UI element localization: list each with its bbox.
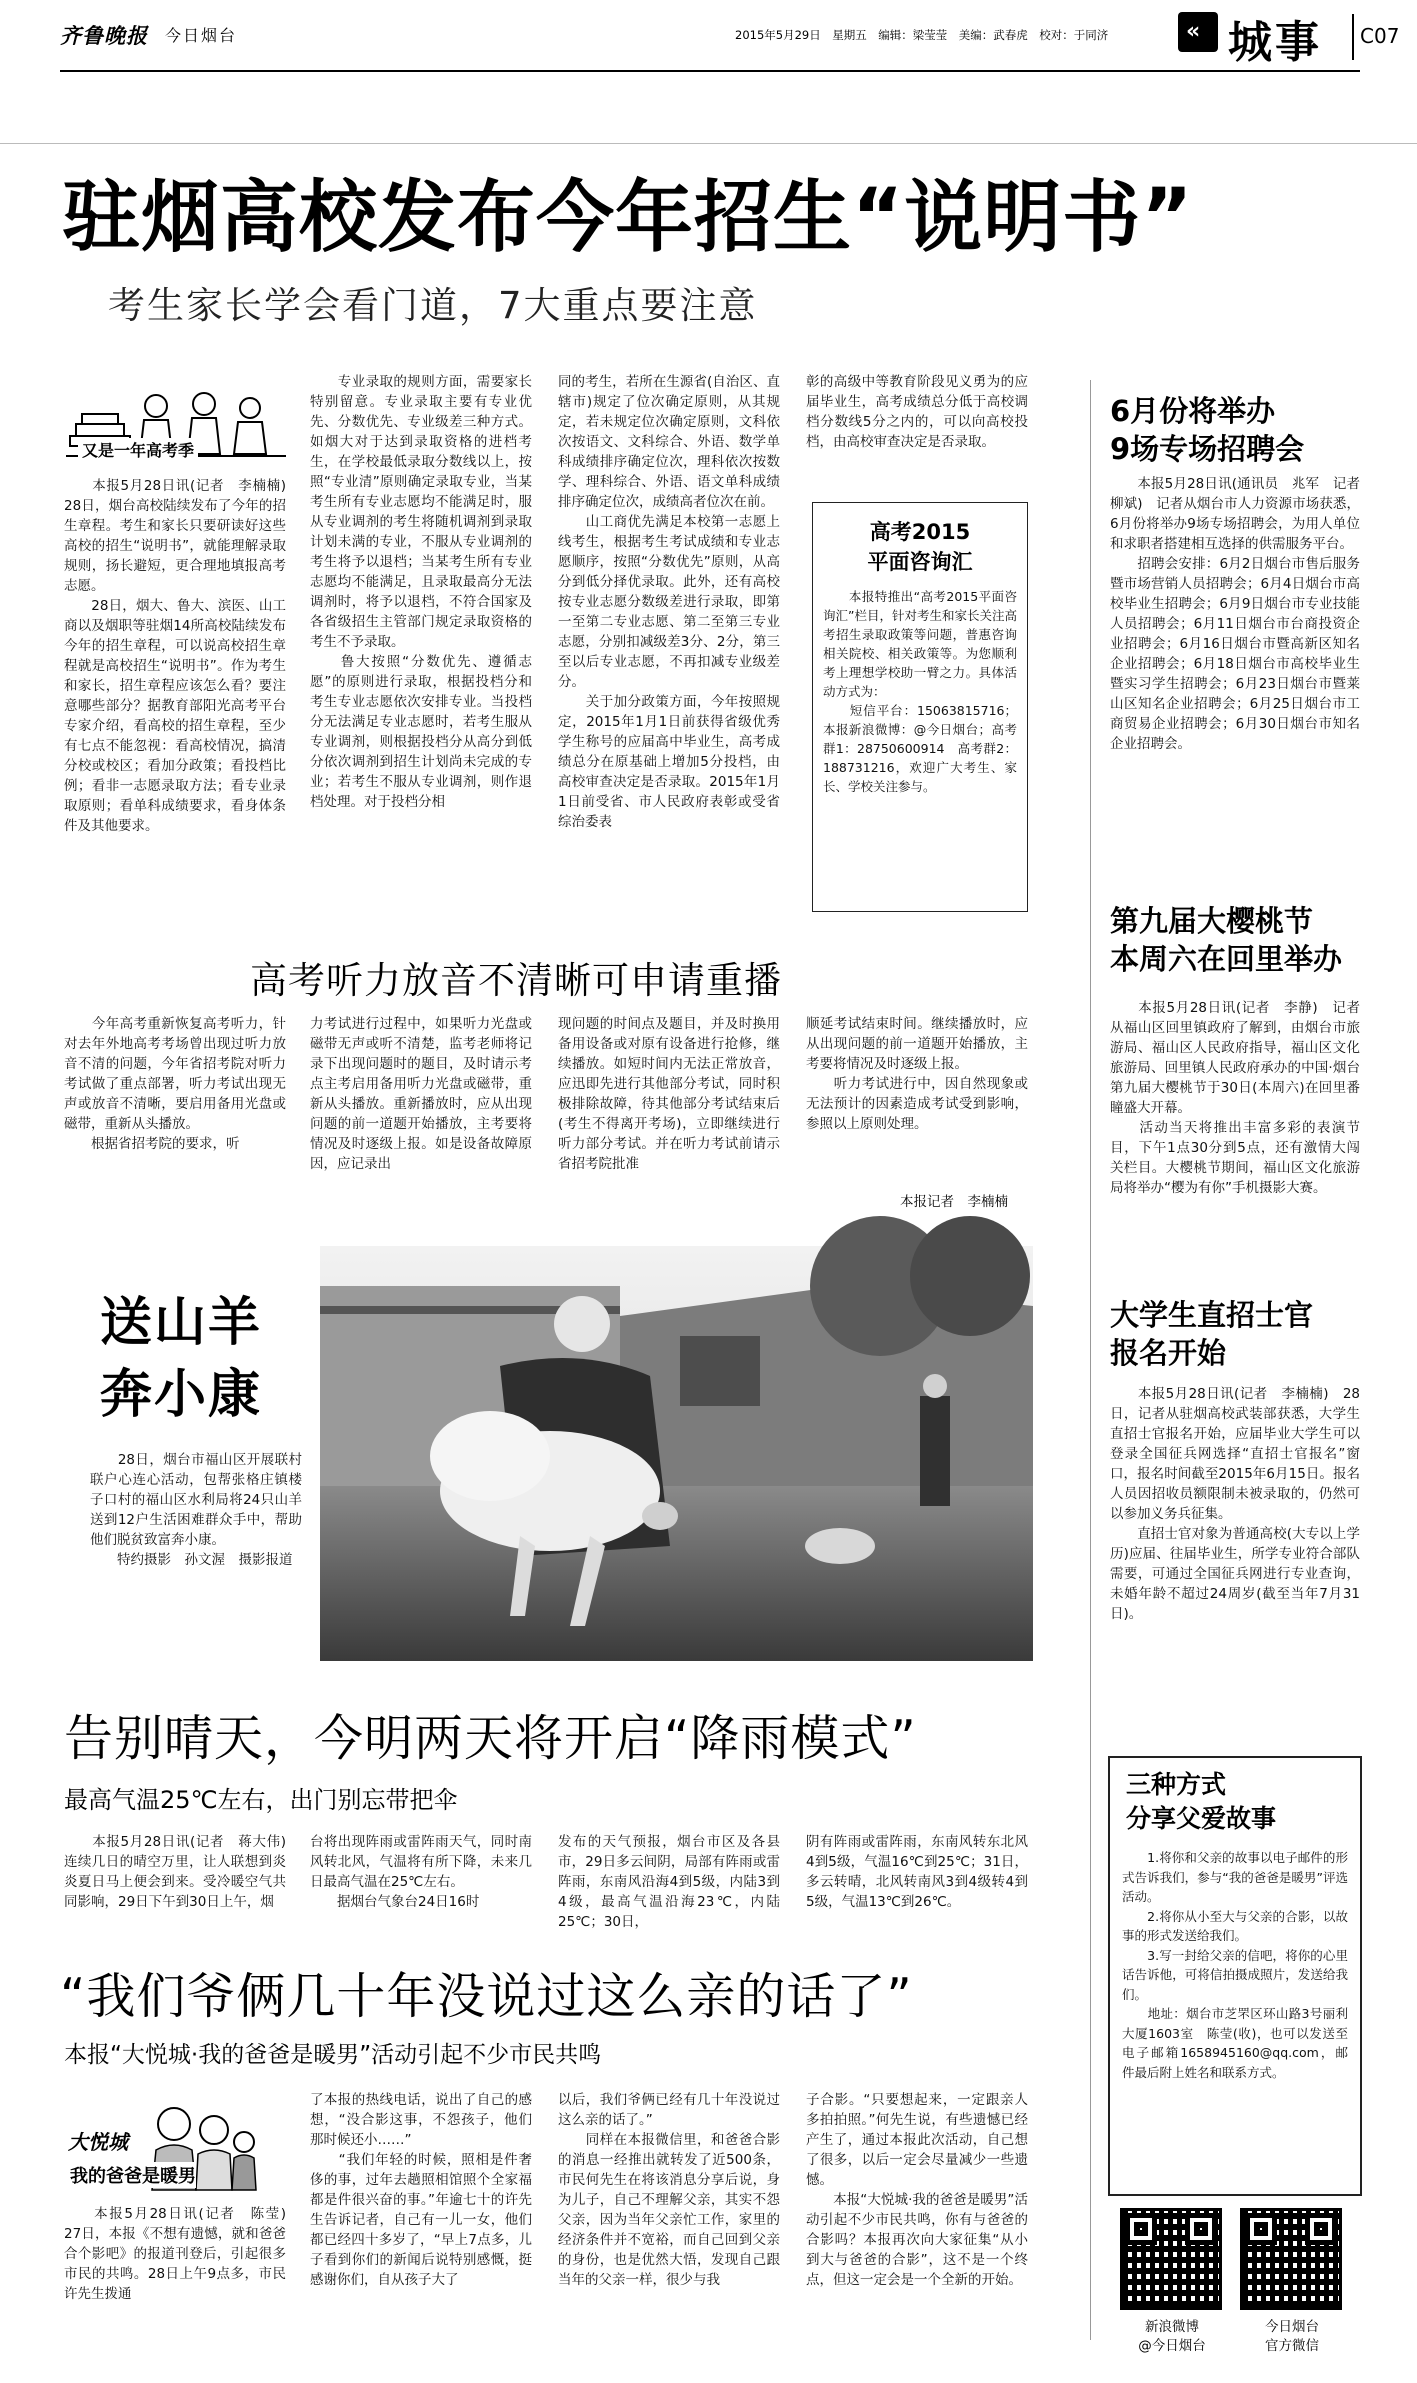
cherry-body: 本报5月28日讯(记者 李静) 记者从福山区回里镇政府了解到，由烟台市旅游局、福山区人民政府指导，福山区文化旅游局、回里镇人民政府承办的中国·烟台第九届大樱桃节于30日(本周六)在回里番瞳盛大开幕。 活动当天将推出丰富多彩的表演节目，下午1点30分到5点，还有激情大闯关栏目。大樱桃节期间，福山区文化旅游局将举办“樱为有你”手机摄影大赛。 [1110,1000,1360,1196]
weibo-qr-caption: 新浪微博 @今日烟台 [1138,2319,1206,2354]
listening-column-2: 力考试进行过程中，如果听力光盘或磁带无声或听不清楚，监考老师将记录下出现问题时的题目，及时请示考点主考启用备用听力光盘或磁带，重新从头播放。重新播放时，应从出现问题的前一道题开始播放，主考要将情况及时逐级上报。如是设备故障原因，应记录出 [310,1016,532,1172]
inset-title: 高考2015 平面咨询汇 [867,520,973,574]
logo-caption: 我的爸爸是暖男 [70,2162,196,2188]
army-body: 本报5月28日讯(记者 李楠楠) 28日，记者从驻烟高校武装部获悉，大学生直招士官报名开始，应届毕业大学生可以登录全国征兵网选择“直招士官报名”窗口，报名时间截至2015年6月15日。报名人员因招收员额限制未被录取的，仍然可以参加义务兵征集。 直招士官对象为普通高校(大专以上学历)应届、往届毕业生，所学专业符合部队需要，可通过全国征兵网进行专业查询，未婚年龄不超过24周岁(截至当年7月31日)。 [1110,1386,1360,1622]
weather-column-1: 本报5月28日讯(记者 蒋大伟) 连续几日的晴空万里，让人联想到炎炎夏日马上便会到来。受冷暖空气共同影响，29日下午到30日上午，烟 [64,1834,300,1910]
lead-column-2: 专业录取的规则方面，需要家长特别留意。专业录取主要有专业优先、分数优先、专业级差三种方式。如烟大对于达到录取资格的进档考生，在学校最低录取分数线以上，按照“专业清”原则确定录取专业，当某考生所有专业志愿均不能满足时，服从专业调剂的考生将随机调剂到录取计划未满的专业，不服从专业调剂的考生将予以退档；当某考生所有专业志愿均不能满足，且录取最高分无法调剂时，将予以退档，不符合国家及各省级招生主管部门规定录取资格的考生不予录取。 鲁大按照“分数优先、遵循志愿”的原则进行录取，根据投档分和考生专业志愿依次安排专业。当投档分无法满足专业志愿时，若考生服从专业调剂，则根据投档分从高分到低分依次调剂到招生计划尚未完成的专业；若考生不服从专业调剂，则作退档处理。对于投档分相 [310,374,532,810]
section-title: 城事 [1228,17,1322,68]
weather-column-4: 阴有阵雨或雷阵雨，东南风转东北风4到5级，气温16℃到25℃；31日，多云转晴，北风转南风3到4级转4到5级，气温13℃到26℃。 [806,1834,1028,1910]
father-headline: “我们爷俩几十年没说过这么亲的话了” [60,1968,913,2025]
story-box-body: 1.将你和父亲的故事以电子邮件的形式告诉我们，参与“我的爸爸是暖男”评选活动。 2.将你从小至大与父亲的合影，以故事的形式发送给我们。 3.写一封给父亲的信吧，将你的心里话告诉他，可将信拍摄成照片，发送给我们。 地址：烟台市芝罘区环山路3号丽利大厦1603室 陈莹(收)，也可以发送至电子邮箱1658945160@qq.com，邮件最后附上姓名和联系方式。 [1122,1850,1348,2080]
masthead-rule-thin [0,143,1417,144]
section-badge [1178,12,1218,52]
photo-headline-line-1: 送山羊 [100,1293,263,1353]
listening-column-3: 现问题的时间点及题目，并及时换用备用设备或对原有设备进行抢修，继续播放。如短时间内无法正常放音，应迅即先进行其他部分考试，同时积极排除故障，待其他部分考试结束后(考生不得离开考场)，立即继续进行听力部分考试。并在听力考试前请示省招考院批准 [558,1016,780,1172]
father-column-2: 了本报的热线电话，说出了自己的感想，“没合影这事，不怨孩子，他们那时候还小……” “我们年轻的时候，照相是件奢侈的事，过年去趟照相馆照个全家福都是件很兴奋的事。”年逾七十的许先生告诉记者，自己有一儿一女，他们都已经四十多岁了，“早上7点多，儿子看到你们的新闻后说特别感慨，挺感谢你们，自从孩子大了 [310,2092,532,2288]
wechat-qr-code[interactable] [1240,2208,1342,2310]
army-headline: 大学生直招士官 报名开始 [1110,1298,1314,1370]
cherry-headline: 第九届大樱桃节 本周六在回里举办 [1110,904,1343,976]
listening-column-1: 今年高考重新恢复高考听力，针对去年外地高考考场曾出现过听力放音不清的问题，今年省招考院对听力考试做了重点部署，听力考试出现无声或放音不清晰，要启用备用光盘或磁带，重新从头播放。 根据省招考院的要求，听 [64,1016,286,1152]
father-subheadline: 本报“大悦城·我的爸爸是暖男”活动引起不少市民共鸣 [64,2042,602,2068]
masthead-divider [1352,14,1354,60]
illustration-caption: 又是一年高考季 [78,438,198,461]
logo-brand-text: 大悦城 [68,2130,128,2154]
masthead-rule [60,70,1360,72]
story-method-box [1108,1756,1362,2196]
listening-byline: 本报记者 李楠楠 [900,1194,1008,1210]
weather-headline: 告别晴天，今明两天将开启“降雨模式” [64,1710,917,1767]
edition-name: 今日烟台 [165,26,238,45]
page-number: C07 [1360,24,1400,48]
goat-photo [320,1246,1033,1661]
listening-headline: 高考听力放音不清晰可申请重播 [250,959,782,1002]
father-column-4: 子合影。“只要想起来，一定跟亲人多拍拍照。”何先生说，有些遗憾已经产生了，通过本报此次活动，自己想了很多，以后一定会尽量减少一些遗憾。 本报“大悦城·我的爸爸是暖男”活动引起不少市民共鸣，你有与爸爸的合影吗？本报再次向大家征集“从小到大与爸爸的合影”，这不是一个终点，但这一定会是一个全新的开始。 [806,2092,1028,2288]
weather-column-3: 发布的天气预报，烟台市区及各县市，29日多云间阴，局部有阵雨或雷阵雨，东南风沿海4到5级，内陆3到4级，最高气温沿海23℃，内陆25℃；30日， [558,1834,780,1930]
lead-column-4: 彰的高级中等教育阶段见义勇为的应届毕业生，高考成绩总分低于高校调档分数线5分之内的，可以向高校投档，由高校审查决定是否录取。 [806,374,1028,450]
exam-illustration [66,368,286,478]
father-column-1: 本报5月28日讯(记者 陈莹) 27日，本报《不想有遗憾，就和爸爸合个影吧》的报道刊登后，引起很多市民的共鸣。28日上午9点多，市民许先生拨通 [64,2206,300,2302]
listening-column-4: 顺延考试结束时间。继续播放时，应从出现问题的前一道题开始播放，主考要将情况及时逐级上报。 听力考试进行中，因自然现象或无法预计的因素造成考试受到影响，参照以上原则处理。 [806,1016,1028,1132]
jobs-headline: 6月份将举办 9场专场招聘会 [1110,394,1305,466]
consult-inset [812,502,1028,912]
inset-body: 本报特推出“高考2015平面咨询汇”栏目，针对考生和家长关注高考招生录取政策等问题，普惠咨询相关院校、相关政策等。为您顺利考上理想学校助一臂之力。具体活动方式为： 短信平台：15063815716；本报新浪微博：@今日烟台；高考群1：28750600914 高考群2：188731216，欢迎广大考生、家长、学校关注参与。 [823,589,1017,794]
lead-column-3: 同的考生，若所在生源省(自治区、直辖市)规定了位次确定原则，从其规定，若未规定位次确定原则，文科依次按语文、文科综合、外语、数学单科成绩排序确定位次，理科依次按数学、理科综合、外语、语文单科成绩排序确定位次，成绩高者位次在前。 山工商优先满足本校第一志愿上线考生，根据考生考试成绩和专业志愿顺序，按照“分数优先”原则，从高分到低分择优录取。此外，还有高校按专业志愿分数级差进行录取，即第一至第二专业志愿、第二至第三专业志愿，分别扣减级差3分、2分，第三至以后专业志愿，不再扣减专业级差分。 关于加分政策方面，今年按照规定，2015年1月1日前获得省级优秀学生称号的应届高中毕业生，高考成绩总分在原基础上增加5分投档，由高校审查决定是否录取。2015年1月1日前受省、市人民政府表彰或受省综治委表 [558,374,780,830]
chevron-left-icon: « [1186,19,1201,44]
jobs-body: 本报5月28日讯(通讯员 兆军 记者 柳斌) 记者从烟台市人力资源市场获悉，6月份将举办9场专场招聘会，为用人单位和求职者搭建相互选择的供需服务平台。 招聘会安排：6月2日烟台市售后服务暨市场营销人员招聘会；6月4日烟台市高校毕业生招聘会；6月9日烟台市专业技能人员招聘会；6月11日烟台市台商投资企业招聘会；6月16日烟台市暨高新区知名企业招聘会；6月18日烟台市高校毕业生暨实习学生招聘会；6月23日烟台市暨莱山区知名企业招聘会；6月25日烟台市工商贸易企业招聘会；6月30日烟台市知名企业招聘会。 [1110,476,1360,752]
father-column-3: 以后，我们爷俩已经有几十年没说过这么亲的话了。” 同样在本报微信里，和爸爸合影的消息一经推出就转发了近500条，市民何先生在将该消息分享后说，身为儿子，自己不理解父亲，其实不怨父亲，因为当年父亲忙工作，家里的经济条件并不宽裕，而自己回到父亲的身份，也是优然大悟，发现自己跟当年的父亲一样，很少与我 [558,2092,780,2288]
story-box-title: 三种方式 分享父爱故事 [1126,1770,1277,1833]
sidebar-divider [1090,380,1091,2340]
weather-subheadline: 最高气温25℃左右，出门别忘带把伞 [64,1786,458,1814]
warm-dad-logo [64,2090,286,2200]
weibo-qr-code[interactable] [1120,2208,1222,2310]
students-icon [66,368,286,478]
paper-name: 齐鲁晚报 [60,23,148,48]
photo-scene-icon [320,1246,1033,1661]
date-line: 2015年5月29日 星期五 编辑：梁莹莹 美编：武春虎 校对：于同济 [735,28,1109,42]
lead-column-1: 本报5月28日讯(记者 李楠楠) 28日，烟台高校陆续发布了今年的招生章程。考生和家长只要研读好这些高校的招生“说明书”，就能理解录取规则，扬长避短，更合理地填报高考志愿。 28日，烟大、鲁大、滨医、山工商以及烟职等驻烟14所高校陆续发布今年的招生章程，可以说高校招生章程就是高校招生“说明书”。作为考生和家长，招生章程应该怎么看？要注意哪些部分？据教育部阳光高考平台专家介绍，看高校的招生章程，至少有七点不能忽视：看高校情况，搞清分校或校区；看加分政策；看投档比例；看非一志愿录取方法；看专业录取原则；看单科成绩要求，看身体条件及其他要求。 [64,478,286,834]
photo-caption: 28日，烟台市福山区开展联村联户心连心活动，包帮张格庄镇楼子口村的福山区水利局将24只山羊送到12户生活困难群众手中，帮助他们脱贫致富奔小康。 特约摄影 孙文渥 摄影报道 [90,1452,302,1568]
wechat-qr-caption: 今日烟台 官方微信 [1265,2319,1319,2354]
lead-headline: 驻烟高校发布今年招生“说明书” [62,173,1194,263]
lead-subheadline: 考生家长学会看门道，7大重点要注意 [108,284,758,327]
weather-column-2: 台将出现阵雨或雷阵雨天气，同时南风转北风，气温将有所下降，未来几日最高气温在25℃左右。 据烟台气象台24日16时 [310,1834,532,1910]
photo-headline-line-2: 奔小康 [100,1365,263,1425]
